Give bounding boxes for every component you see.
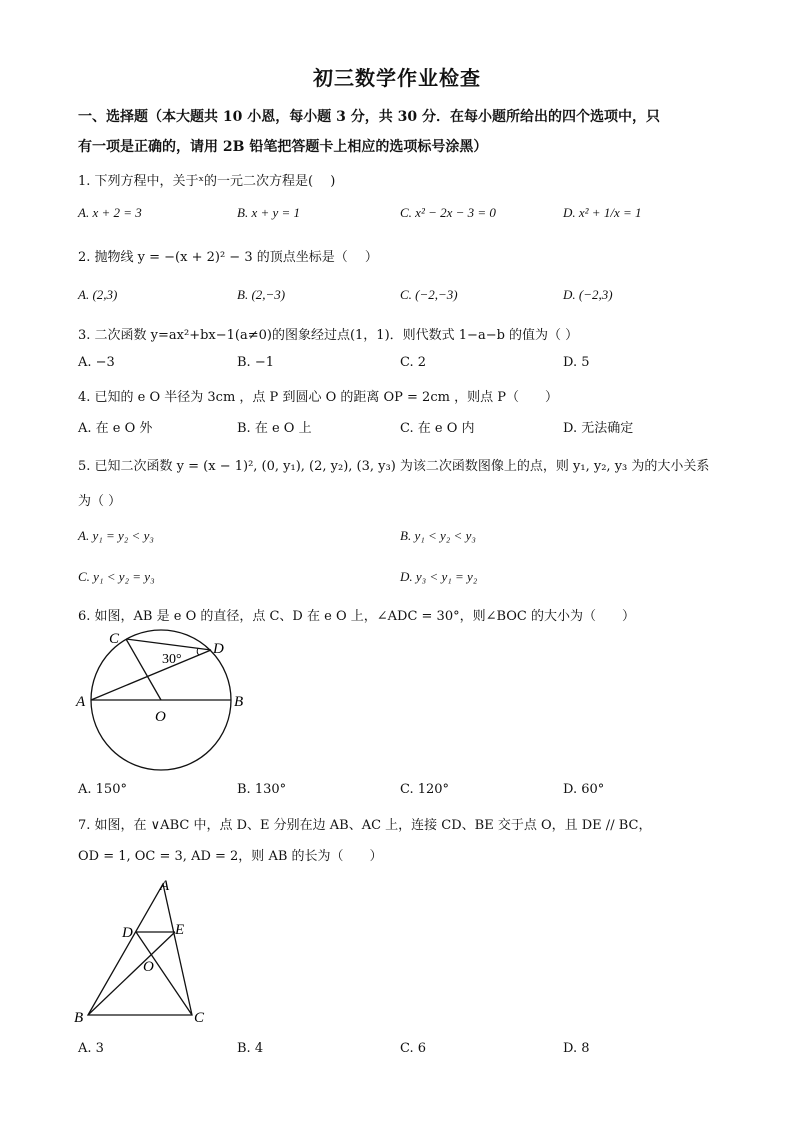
label-o: O — [155, 709, 166, 725]
angle-label: 30° — [162, 652, 182, 667]
label-e: E — [175, 922, 185, 938]
question-4-option-d[interactable]: D. 无法确定 — [563, 421, 634, 436]
question-1-stem: 1. 下列方程中，关于ˣ的一元二次方程是( ) — [78, 174, 336, 189]
label-a: A — [160, 878, 170, 894]
question-4-option-b[interactable]: B. 在 e O 上 — [237, 421, 312, 436]
label-c: C — [194, 1010, 205, 1026]
label-a: A — [76, 694, 86, 710]
question-2-option-a[interactable]: A. (2,3) — [78, 287, 118, 302]
chord-ad — [91, 650, 211, 700]
question-3-option-a[interactable]: A. −3 — [78, 355, 115, 370]
question-7-stem-continued: OD = 1, OC = 3, AD = 2，则 AB 的长为（ ） — [78, 849, 383, 864]
question-5-stem: 5. 已知二次函数 y = (x − 1)², (0, y₁), (2, y₂), (3, y₃) 为该二次函数图像上的点，则 y₁, y₂, y₃ 为的大小关系 — [78, 459, 710, 474]
section-heading-line2: 有一项是正确的，请用 2B 铅笔把答题卡上相应的选项标号涂黑） — [78, 139, 488, 155]
question-4-option-a[interactable]: A. 在 e O 外 — [78, 421, 153, 436]
triangle-abc — [88, 884, 192, 1015]
question-6-option-a[interactable]: A. 150° — [78, 782, 127, 797]
section-heading-line1: 一、选择题（本大题共 10 小恩，每小题 3 分，共 30 分．在每小题所给出的四个选项中，只 — [78, 109, 660, 125]
question-6-option-d[interactable]: D. 60° — [563, 782, 605, 797]
question-6-stem: 6. 如图，AB 是 e O 的直径，点 C、D 在 e O 上，∠ADC = 30°，则∠BOC 的大小为（ ） — [78, 609, 636, 624]
question-5-option-c[interactable]: C. y₁ < y₂ = y₃ — [78, 569, 155, 584]
question-1-option-b[interactable]: B. x + y = 1 — [237, 205, 301, 220]
question-6-option-b[interactable]: B. 130° — [237, 782, 287, 797]
triangle-figure — [70, 872, 220, 1032]
question-7-stem: 7. 如图，在 ∨ABC 中，点 D、E 分别在边 AB、AC 上，连接 CD、BE 交于点 O，且 DE // BC， — [78, 818, 652, 833]
label-b: B — [234, 694, 244, 710]
label-o: O — [143, 959, 154, 975]
question-3-option-c[interactable]: C. 2 — [400, 355, 427, 370]
question-4-option-c[interactable]: C. 在 e O 内 — [400, 421, 475, 436]
circle-figure — [70, 625, 270, 775]
question-7-option-b[interactable]: B. 4 — [237, 1041, 264, 1056]
question-2-option-d[interactable]: D. (−2,3) — [563, 287, 613, 302]
question-1-option-a[interactable]: A. x + 2 = 3 — [78, 205, 142, 220]
question-2-option-c[interactable]: C. (−2,−3) — [400, 287, 458, 302]
question-5-stem-continued: 为（ ） — [78, 494, 122, 509]
radius-oc — [126, 639, 161, 700]
question-6-option-c[interactable]: C. 120° — [400, 782, 450, 797]
question-1-option-c[interactable]: C. x² − 2x − 3 = 0 — [400, 205, 496, 220]
question-1-option-d[interactable]: D. x² + 1/x = 1 — [563, 205, 642, 220]
question-5-option-a[interactable]: A. y₁ = y₂ < y₃ — [78, 528, 154, 543]
question-7-option-a[interactable]: A. 3 — [78, 1041, 104, 1056]
question-4-stem: 4. 已知的 e O 半径为 3cm ，点 P 到圆心 O 的距离 OP = 2cm ，则点 P（ ） — [78, 390, 558, 405]
label-d: D — [213, 641, 224, 657]
question-2-stem: 2. 抛物线 y = −(x + 2)² − 3 的顶点坐标是（ ） — [78, 250, 378, 265]
label-c: C — [109, 631, 120, 647]
label-b: B — [74, 1010, 84, 1026]
question-3-option-b[interactable]: B. −1 — [237, 355, 274, 370]
segment-be — [88, 932, 175, 1015]
page-title: 初三数学作业检查 — [313, 66, 481, 90]
question-3-option-d[interactable]: D. 5 — [563, 355, 590, 370]
question-7-option-c[interactable]: C. 6 — [400, 1041, 427, 1056]
label-d: D — [122, 925, 133, 941]
question-3-stem: 3. 二次函数 y=ax²+bx−1(a≠0)的图象经过点(1，1)．则代数式 1−a−b 的值为（ ） — [78, 328, 579, 343]
question-2-option-b[interactable]: B. (2,−3) — [237, 287, 286, 302]
question-5-option-b[interactable]: B. y₁ < y₂ < y₃ — [400, 528, 476, 543]
question-7-option-d[interactable]: D. 8 — [563, 1041, 590, 1056]
question-5-option-d[interactable]: D. y₃ < y₁ = y₂ — [400, 569, 478, 584]
